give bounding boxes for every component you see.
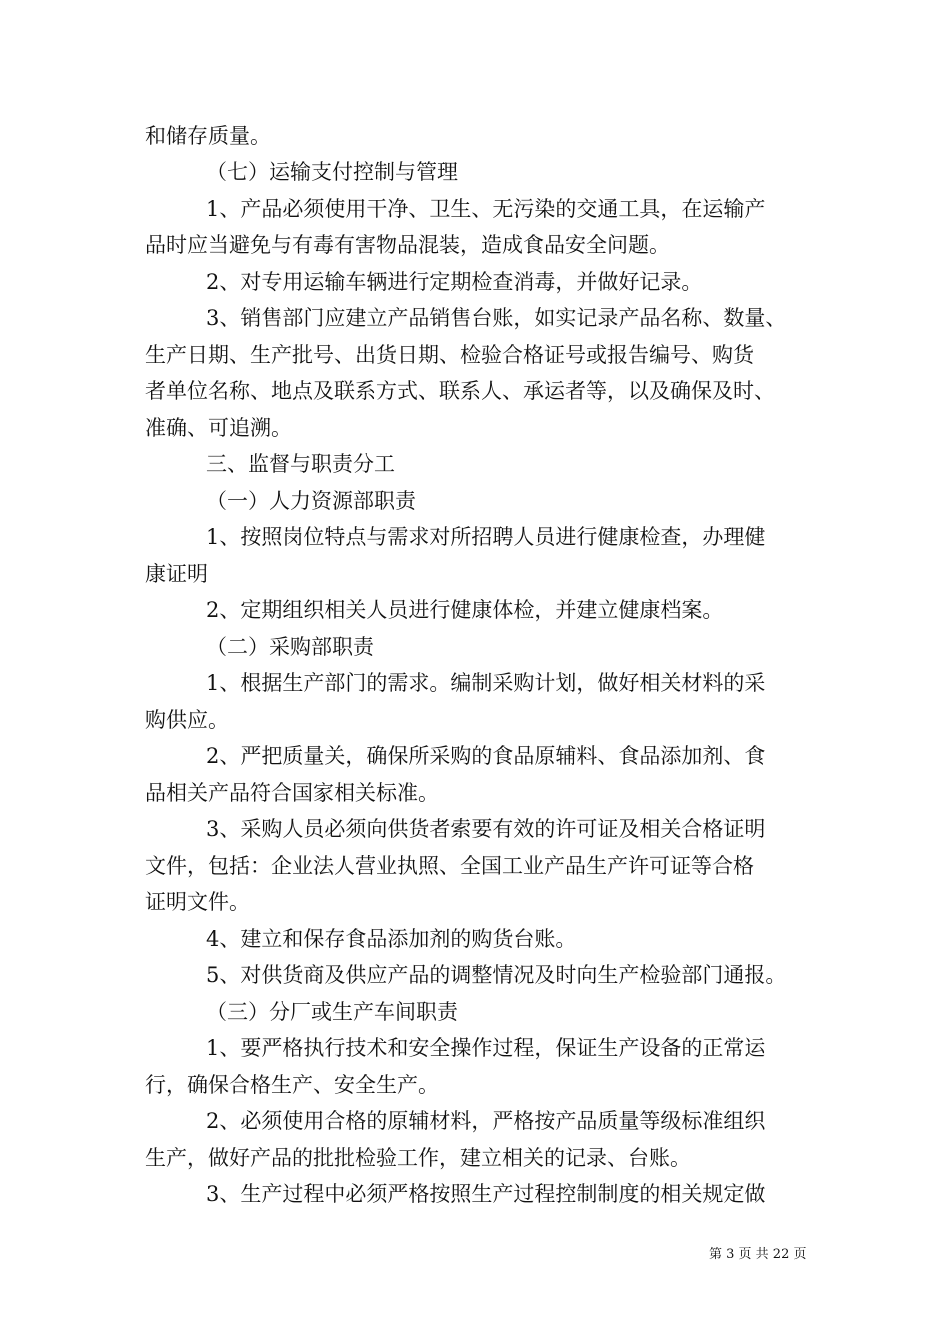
body-text-line: 生产，做好产品的批批检验工作，建立相关的记录、台账。 — [145, 1146, 691, 1170]
section-heading: （七）运输支付控制与管理 — [206, 160, 458, 184]
body-text-line: 生产日期、生产批号、出货日期、检验合格证号或报告编号、购货 — [145, 343, 754, 367]
body-text-line: 者单位名称、地点及联系方式、联系人、承运者等，以及确保及时、 — [145, 379, 775, 403]
body-text-line: 行，确保合格生产、安全生产。 — [145, 1073, 439, 1097]
body-text-line: 1、要严格执行技术和安全操作过程，保证生产设备的正常运 — [206, 1036, 766, 1060]
body-text-line: 2、严把质量关，确保所采购的食品原辅料、食品添加剂、食 — [206, 744, 766, 768]
body-text-line: 购供应。 — [145, 708, 229, 732]
body-text-line: 2、定期组织相关人员进行健康体检，并建立健康档案。 — [206, 598, 724, 622]
body-text-line: 1、根据生产部门的需求。编制采购计划，做好相关材料的采 — [206, 671, 766, 695]
body-text-line: 4、建立和保存食品添加剂的购货台账。 — [206, 927, 577, 951]
body-text-line: 准确、可追溯。 — [145, 416, 292, 440]
section-heading: （一）人力资源部职责 — [206, 489, 416, 513]
body-text-line: 2、对专用运输车辆进行定期检查消毒，并做好记录。 — [206, 270, 703, 294]
body-text-line: 3、采购人员必须向供货者索要有效的许可证及相关合格证明 — [206, 817, 766, 841]
body-text-line: 2、必须使用合格的原辅材料，严格按产品质量等级标准组织 — [206, 1109, 766, 1133]
body-text-line: 和储存质量。 — [145, 124, 271, 148]
section-heading: （三）分厂或生产车间职责 — [206, 1000, 458, 1024]
body-text-line: 证明文件。 — [145, 890, 250, 914]
section-heading: 三、监督与职责分工 — [206, 452, 395, 476]
body-text-line: 3、销售部门应建立产品销售台账，如实记录产品名称、数量、 — [206, 306, 787, 330]
page-number-footer: 第 3 页 共 22 页 — [709, 1247, 807, 1262]
body-text-line: 3、生产过程中必须严格按照生产过程控制制度的相关规定做 — [206, 1182, 766, 1206]
body-text-line: 康证明 — [145, 562, 208, 586]
body-text-line: 1、产品必须使用干净、卫生、无污染的交通工具，在运输产 — [206, 197, 766, 221]
body-text-line: 品相关产品符合国家相关标准。 — [145, 781, 439, 805]
section-heading: （二）采购部职责 — [206, 635, 374, 659]
body-text-line: 品时应当避免与有毒有害物品混装，造成食品安全问题。 — [145, 233, 670, 257]
body-text-line: 5、对供货商及供应产品的调整情况及时向生产检验部门通报。 — [206, 963, 787, 987]
body-text-line: 文件，包括：企业法人营业执照、全国工业产品生产许可证等合格 — [145, 854, 754, 878]
body-text-line: 1、按照岗位特点与需求对所招聘人员进行健康检查，办理健 — [206, 525, 766, 549]
